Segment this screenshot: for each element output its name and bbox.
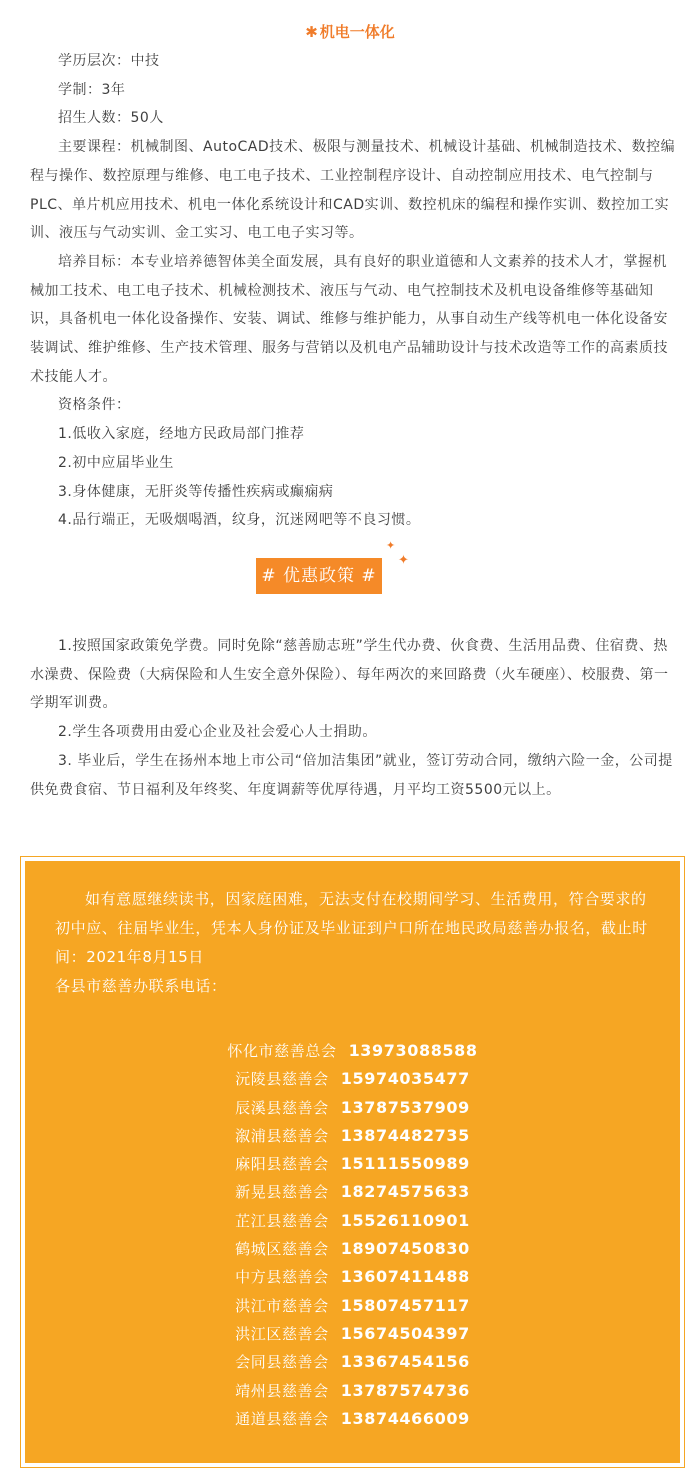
phone-number[interactable]: 13607411488 bbox=[340, 1267, 470, 1287]
phone-row bbox=[55, 1178, 650, 1206]
phone-number[interactable]: 13874466009 bbox=[340, 1408, 470, 1428]
phone-row bbox=[55, 1150, 650, 1178]
office-name: 洪江区慈善会 bbox=[235, 1324, 329, 1343]
phone-number[interactable]: 13367454156 bbox=[340, 1352, 470, 1372]
phone-row bbox=[55, 1320, 650, 1348]
phone-number[interactable]: 13787537909 bbox=[340, 1097, 470, 1117]
phone-row bbox=[55, 1122, 650, 1150]
phone-number[interactable]: 13787574736 bbox=[340, 1380, 470, 1400]
phone-number[interactable]: 15807457117 bbox=[340, 1295, 470, 1315]
major-info bbox=[30, 47, 680, 535]
sparkle-icon: ✦ bbox=[398, 553, 409, 568]
phone-number[interactable]: 15674504397 bbox=[340, 1323, 470, 1343]
phone-row bbox=[55, 1263, 650, 1291]
phone-number[interactable]: 13973088588 bbox=[348, 1041, 478, 1060]
enroll-label: 招生人数： bbox=[58, 110, 131, 127]
level-line bbox=[30, 47, 680, 76]
policy-item: 1.按照国家政策免学费。同时免除“慈善励志班”学生代办费、伙食费、生活用品费、住宿费、热水澡费、保险费（大病保险和人生安全意外保险）、每年两次的来回路费（火车硬座）、校服费、第一学期军训费。 bbox=[30, 638, 669, 712]
phone-row bbox=[55, 1207, 650, 1235]
phone-row bbox=[55, 1405, 650, 1433]
qualification-item: 4.品行端正，无吸烟喝酒，纹身，沉迷网吧等不良习惯。 bbox=[58, 512, 421, 529]
asterisk-icon: ✱ bbox=[305, 23, 318, 41]
enroll-line bbox=[30, 104, 680, 133]
level-label: 学历层次： bbox=[58, 53, 131, 69]
phone-row bbox=[55, 1348, 650, 1376]
policy-item: 2.学生各项费用由爱心企业及社会爱心人士捐助。 bbox=[58, 724, 377, 741]
phone-number[interactable]: 18274575633 bbox=[340, 1182, 470, 1202]
policy-badge: # 优惠政策 # bbox=[256, 558, 382, 594]
qualification-label: 资格条件： bbox=[58, 397, 131, 414]
phone-row bbox=[55, 1235, 650, 1263]
contact-panel bbox=[20, 856, 685, 1468]
qualification-item: 1.低收入家庭，经地方民政局部门推荐 bbox=[58, 426, 305, 443]
office-name: 中方县慈善会 bbox=[235, 1268, 329, 1287]
major-title bbox=[0, 20, 700, 44]
phone-number[interactable]: 15526110901 bbox=[340, 1210, 470, 1230]
enroll-value: 50人 bbox=[130, 110, 164, 127]
office-name: 辰溪县慈善会 bbox=[235, 1098, 329, 1117]
office-name: 会同县慈善会 bbox=[235, 1353, 329, 1372]
phone-number[interactable]: 15974035477 bbox=[340, 1069, 470, 1089]
contact-label: 各县市慈善办联系电话： bbox=[55, 977, 227, 995]
duration-value: 3年 bbox=[101, 81, 126, 98]
phone-number[interactable]: 13874482735 bbox=[340, 1125, 470, 1145]
contact-panel-inner bbox=[25, 861, 680, 1463]
level-value: 中技 bbox=[130, 53, 160, 69]
office-name: 芷江县慈善会 bbox=[235, 1211, 329, 1230]
office-name: 新晃县慈善会 bbox=[235, 1183, 329, 1202]
phone-row bbox=[55, 1037, 650, 1065]
office-name: 靖州县慈善会 bbox=[235, 1381, 329, 1400]
policy-item: 3. 毕业后，学生在扬州本地上市公司“倍加洁集团”就业，签订劳动合同，缴纳六险一金，公司提供免费食宿、节日福利及年终奖、年度调薪等优厚待遇，月平均工资5500元以上。 bbox=[30, 752, 673, 798]
courses-paragraph: 主要课程：机械制图、AutoCAD技术、极限与测量技术、机械设计基础、机械制造技术、数控编程与操作、数控原理与维修、电工电子技术、工业控制程序设计、自动控制应用技术、电气控制与PLC、单片机应用技术、机电一体化系统设计和CAD实训、数控机床的编程和操作实训、数控加工实训、液压与气动实训、金工实习、电工电子实习等。 bbox=[30, 139, 676, 242]
goal-paragraph: 培养目标：本专业培养德智体美全面发展，具有良好的职业道德和人文素养的技术人才，掌握机械加工技术、电工电子技术、机械检测技术、液压与气动、电气控制技术及机电设备维修等基础知识，具备机电一体化设备操作、安装、调试、维修与维护能力，从事自动生产线等机电一体化设备安装调试、维护维修、生产技术管理、服务与营销以及机电产品辅助设计与技术改造等工作的高素质技术技能人才。 bbox=[30, 253, 668, 385]
phone-number[interactable]: 18907450830 bbox=[340, 1239, 470, 1259]
phone-row bbox=[55, 1377, 650, 1405]
phone-row bbox=[55, 1094, 650, 1122]
contact-intro: 如有意愿继续读书，因家庭困难，无法支付在校期间学习、生活费用，符合要求的初中应、往届毕业生，凭本人身份证及毕业证到户口所在地民政局慈善办报名，截止时间：2021年8月15日 bbox=[55, 890, 648, 966]
office-name: 溆浦县慈善会 bbox=[235, 1126, 329, 1145]
duration-line bbox=[30, 76, 680, 105]
office-name: 通道县慈善会 bbox=[235, 1409, 329, 1428]
office-name: 沅陵县慈善会 bbox=[235, 1070, 329, 1089]
duration-label: 学制： bbox=[58, 81, 102, 98]
office-name: 鹤城区慈善会 bbox=[235, 1240, 329, 1259]
office-name: 洪江市慈善会 bbox=[235, 1296, 329, 1315]
policy-section bbox=[30, 632, 680, 804]
qualification-item: 3.身体健康，无肝炎等传播性疾病或癫痫病 bbox=[58, 483, 334, 500]
phone-row bbox=[55, 1292, 650, 1320]
qualification-item: 2.初中应届毕业生 bbox=[58, 454, 174, 471]
major-title-text: 机电一体化 bbox=[319, 23, 395, 41]
sparkle-icon: ✦ bbox=[386, 539, 396, 552]
phone-number[interactable]: 15111550989 bbox=[340, 1154, 470, 1174]
phone-list bbox=[55, 1037, 650, 1433]
office-name: 怀化市慈善总会 bbox=[227, 1042, 337, 1060]
phone-row bbox=[55, 1065, 650, 1093]
office-name: 麻阳县慈善会 bbox=[235, 1155, 329, 1174]
